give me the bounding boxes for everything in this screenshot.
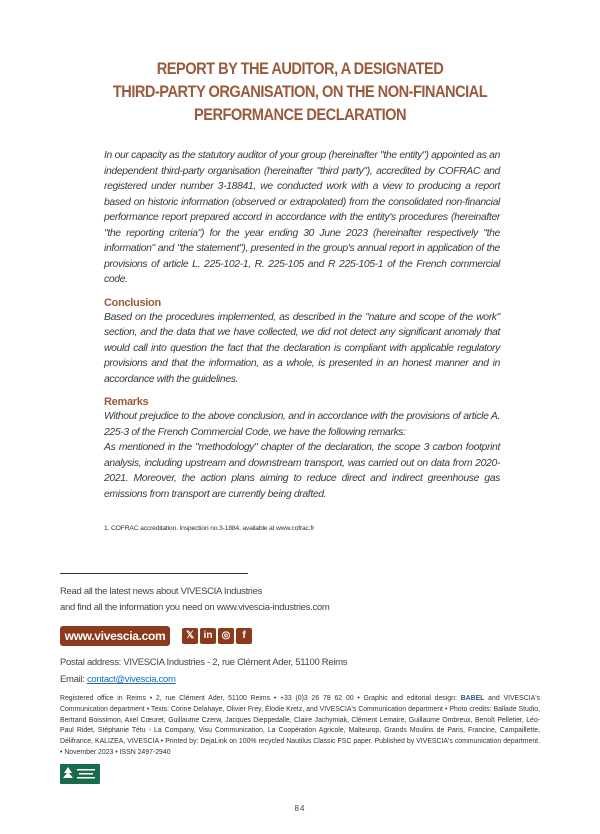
links-row [60,626,540,646]
conclusion-text: Based on the procedures implemented, as described in the "nature and scope of the work" section, and the data that we have collected, we did not detect any significant anomaly that would call into question the fact that the declaration is compliant with applicable regulatory provisions and that the information, as a whole, is presented in an honest manner and in accordance with the guidelines. [104,311,500,385]
contact-info [60,654,540,688]
fsc-logo [60,764,100,784]
conclusion-heading: Conclusion [104,296,161,309]
footer-section [60,573,540,784]
page-number: 84 [294,803,306,813]
intro-paragraph: In our capacity as the statutory auditor of your group (hereinafter "the entity") appointed as an independent third-party organisation (hereinafter "third party"), accredited by COFRAC and registered under number 3-18841, we conducted work with a view to producing a report based on historic information (observed or extrapolated) from the consolidated non-financial performance report prepared accord in accordance with the entity's procedures (hereinafter "the reporting criteria") for the year ending 30 June 2023 (hereinafter respectively "the information" and "the statement"), presented in the group's annual report in application of the provisions of article L. 225-102-1, R. 225-105 and R 225-105-1 of the French commercial code. [104,150,500,285]
babel-logo: BABEL [460,695,485,702]
legal-notice: Registered office in Reims • 2, rue Clément Ader, 51100 Reims • +33 (0)3 26 78 62 00 • Graphic and editorial design: BABEL and VIVESCIA's Communication department • Texts: Corine Delahaye, Olivier Frey, Élodie Kretz, and VIVESCIA's Communication department • Photo credits: Ballade Studio, Bertrand Boissimon, Axel Cœuret, Guillaume Czerw, Jacques Dieppedalle, Claire Jachymiak, Clément Lemaire, Guillaume Ombreux, Benoît Pelletier, Léo-Paul Ridet, Stéphanie Tétu - La Company, Visu Communication, La Coopération Agricole, Malteurop, Grands Moulins de Paris, Francine, Campaillette, Délifrance, KALIZEA, VIVESCIA • Printed by: DejaLink on 100% recycled Nautilus Classic FSC paper. Published by VIVESCIA's communication department. • November 2023 • ISSN 2497-2940 [60,695,541,756]
x-icon[interactable]: 𝕏 [182,628,198,644]
instagram-icon[interactable]: ◎ [218,628,234,644]
remarks-heading: Remarks [104,396,149,408]
fsc-tree-icon [60,764,100,784]
page-title: REPORT BY THE AUDITOR, A DESIGNATED THIRD-PARTY ORGANISATION, ON THE NON-FINANCIAL PERFORMANCE DECLARATION [112,59,488,124]
report-body [104,148,500,502]
linkedin-icon[interactable]: in [200,628,216,644]
postal-address: Postal address: VIVESCIA Industries - 2, rue Clément Ader, 51100 Reims [60,657,348,668]
footnote: 1. COFRAC accreditation. Inspection no.3-1884, available at www.cofrac.fr [104,525,315,532]
website-button[interactable]: www.vivescia.com [60,626,170,646]
email-label: Email: [60,674,87,685]
divider [60,573,248,574]
facebook-icon[interactable]: f [236,628,252,644]
news-text: Read all the latest news about VIVESCIA Industries and find all the information you need on www.vivescia-industries.com [60,586,330,613]
remarks-text-2: As mentioned in the "methodology" chapter of the declaration, the scope 3 carbon footprint analysis, including upstream and downstream transport, was carried out on data from 2020-2021. Moreover, the action plans aiming to reduce direct and indirect greenhouse gas emissions from transport are currently being drafted. [104,442,500,500]
email-link[interactable]: contact@vivescia.com [86,674,176,685]
remarks-text-1: Without prejudice to the above conclusion, and in accordance with the provisions of article A. 225-3 of the French Commercial Code, we have the following remarks: [104,411,500,438]
